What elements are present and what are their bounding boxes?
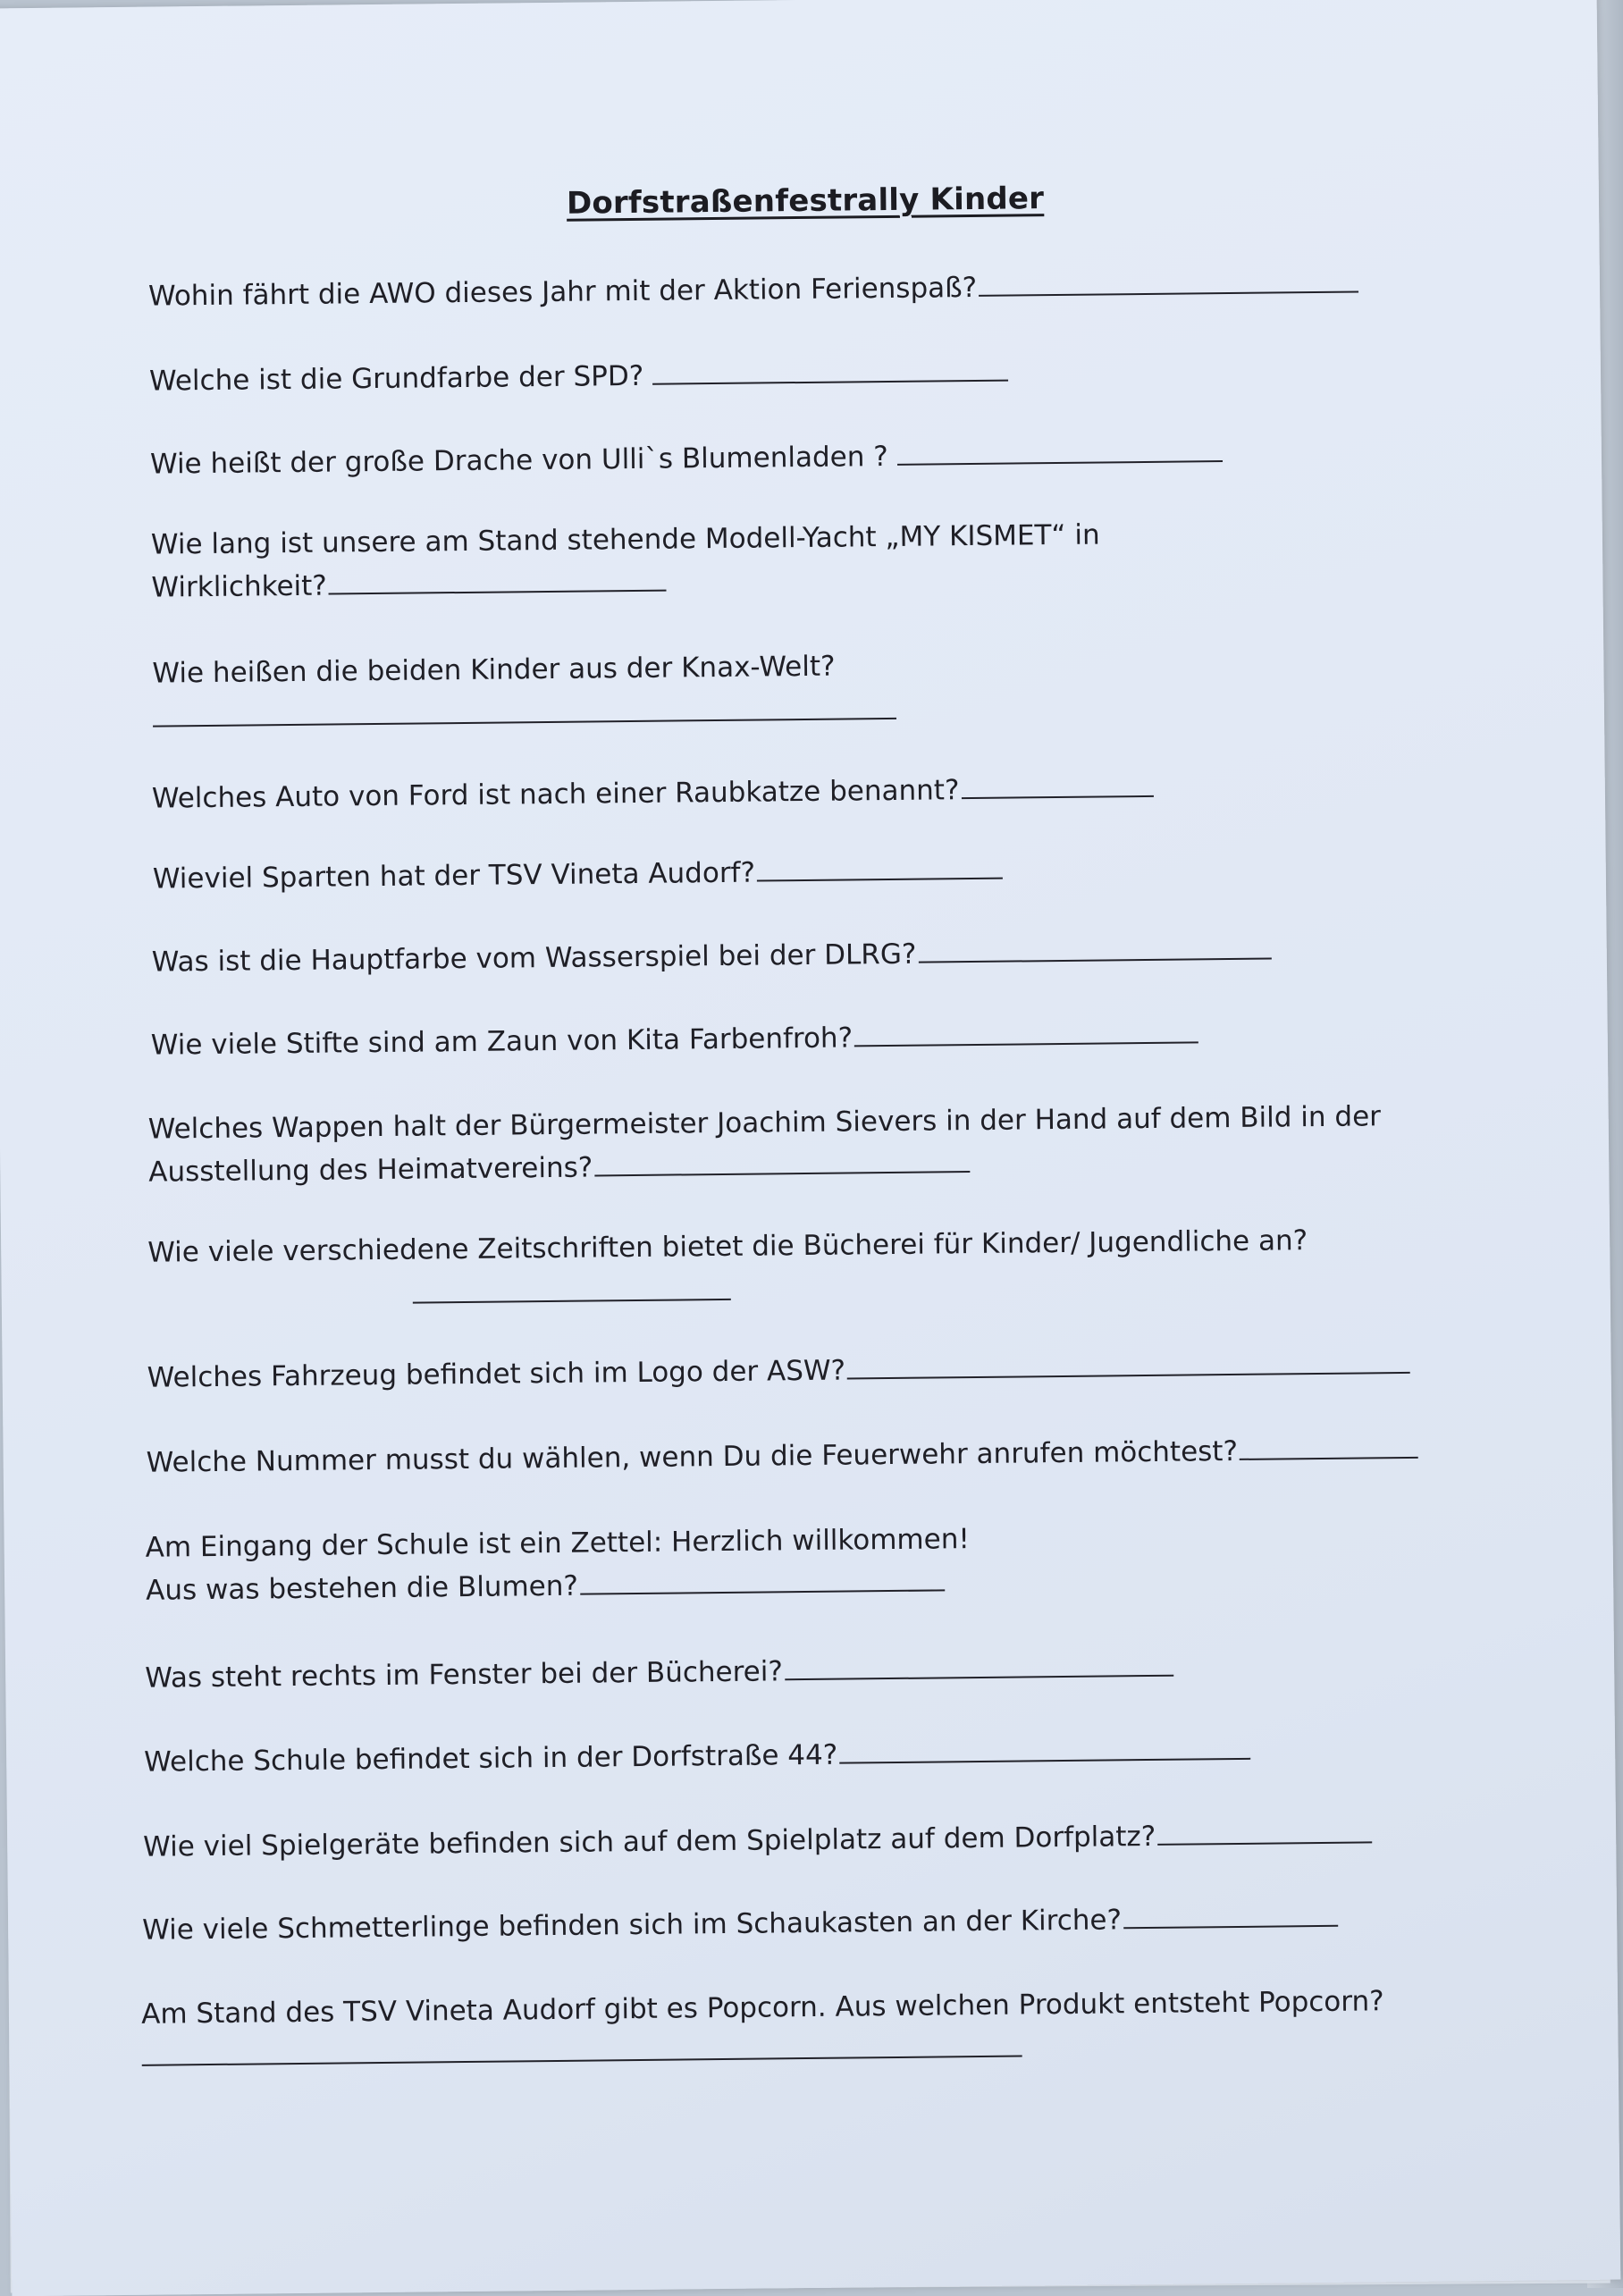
answer-line-10 [594, 1171, 970, 1176]
question-16-text: Welche Schule befindet sich in der Dorfstraße 44? [144, 1738, 838, 1779]
question-6-text: Welches Auto von Ford ist nach einer Raubkatze benannt? [151, 774, 960, 815]
question-1-text: Wohin fährt die AWO dieses Jahr mit der Aktion Ferienspaß? [147, 271, 978, 313]
question-13-text: Welche Nummer musst du wählen, wenn Du die Feuerwehr anrufen möchtest? [146, 1434, 1239, 1479]
question-16 [144, 1729, 1250, 1784]
answer-line-15 [785, 1675, 1173, 1681]
question-9 [151, 1013, 1199, 1066]
question-2 [149, 351, 1009, 403]
question-18 [142, 1897, 1338, 1952]
answer-line-6 [962, 795, 1154, 799]
question-14-text-line1: Am Eingang der Schule ist ein Zettel: Herzlich willkommen! [145, 1523, 970, 1564]
question-18-text: Wie viele Schmetterlinge befinden sich im Schaukasten an der Kirche? [141, 1904, 1123, 1947]
question-12-text: Welches Fahrzeug befindet sich im Logo der ASW? [147, 1354, 846, 1394]
answer-line-12 [847, 1372, 1410, 1380]
question-1 [148, 262, 1359, 317]
question-11 [147, 1219, 1308, 1274]
answer-line-9 [854, 1041, 1198, 1047]
question-3 [150, 432, 1223, 486]
question-13 [146, 1428, 1418, 1484]
answer-line-5 [153, 718, 896, 727]
question-15 [145, 1646, 1173, 1700]
question-17-text: Wie viel Spielgeräte befinden sich auf dem Spielplatz auf dem Dorfplatz? [143, 1820, 1156, 1863]
answer-line-8 [918, 958, 1271, 963]
answer-line-17 [1157, 1841, 1372, 1846]
answer-line-7 [757, 878, 1003, 882]
question-9-text: Wie viele Stifte sind am Zaun von Kita Farbenfroh? [150, 1022, 854, 1062]
answer-line-19 [142, 2056, 1022, 2066]
answer-line-2 [652, 380, 1008, 385]
question-4 [151, 514, 1101, 610]
question-3-text: Wie heißt der große Drache von Ulli`s Blumenladen ? [149, 440, 888, 481]
answer-line-13 [1240, 1457, 1418, 1460]
question-8 [152, 929, 1272, 984]
answer-line-11 [413, 1299, 731, 1304]
question-4-text-line2: Wirklichkeit? [151, 569, 327, 604]
answer-line-4 [329, 590, 667, 595]
page-title: Dorfstraßenfestrally Kinder [566, 181, 1045, 222]
question-19-text: Am Stand des TSV Vineta Audorf gibt es Popcorn. Aus welchen Produkt entsteht Popcorn? [140, 1985, 1384, 2031]
answer-line-16 [839, 1758, 1250, 1764]
question-8-text: Was ist die Hauptfarbe vom Wasserspiel bei der DLRG? [151, 938, 917, 979]
question-7-text: Wieviel Sparten hat der TSV Vineta Audorf? [152, 856, 756, 896]
question-10-text-line1: Welches Wappen halt der Bürgermeister Joachim Sievers in der Hand auf dem Bild in der [147, 1100, 1382, 1146]
question-14-text-line2: Aus was bestehen die Blumen? [146, 1569, 579, 1607]
answer-line-3 [897, 460, 1223, 466]
answer-line-18 [1123, 1925, 1338, 1930]
question-11-text: Wie viele verschiedene Zeitschriften bietet die Bücherei für Kinder/ Jugendliche an? [147, 1224, 1308, 1269]
question-17 [143, 1812, 1372, 1868]
question-15-text: Was steht rechts im Fenster bei der Bücherei? [145, 1655, 784, 1695]
question-12 [147, 1343, 1410, 1400]
question-10-text-line2: Ausstellung des Heimatvereins? [148, 1151, 593, 1189]
question-5 [152, 645, 836, 695]
question-10 [148, 1095, 1382, 1193]
question-4-text-line1: Wie lang ist unsere am Stand stehende Modell-Yacht „MY KISMET“ in [150, 518, 1100, 561]
question-14 [145, 1518, 970, 1612]
answer-line-1 [979, 290, 1358, 296]
question-7 [153, 849, 1004, 901]
answer-line-14 [580, 1589, 945, 1594]
question-2-text: Welche ist die Grundfarbe der SPD? [148, 359, 644, 398]
question-19 [141, 1980, 1384, 2036]
question-5-text: Wie heißen die beiden Kinder aus der Knax-Welt? [152, 650, 836, 690]
question-6 [152, 767, 1154, 820]
